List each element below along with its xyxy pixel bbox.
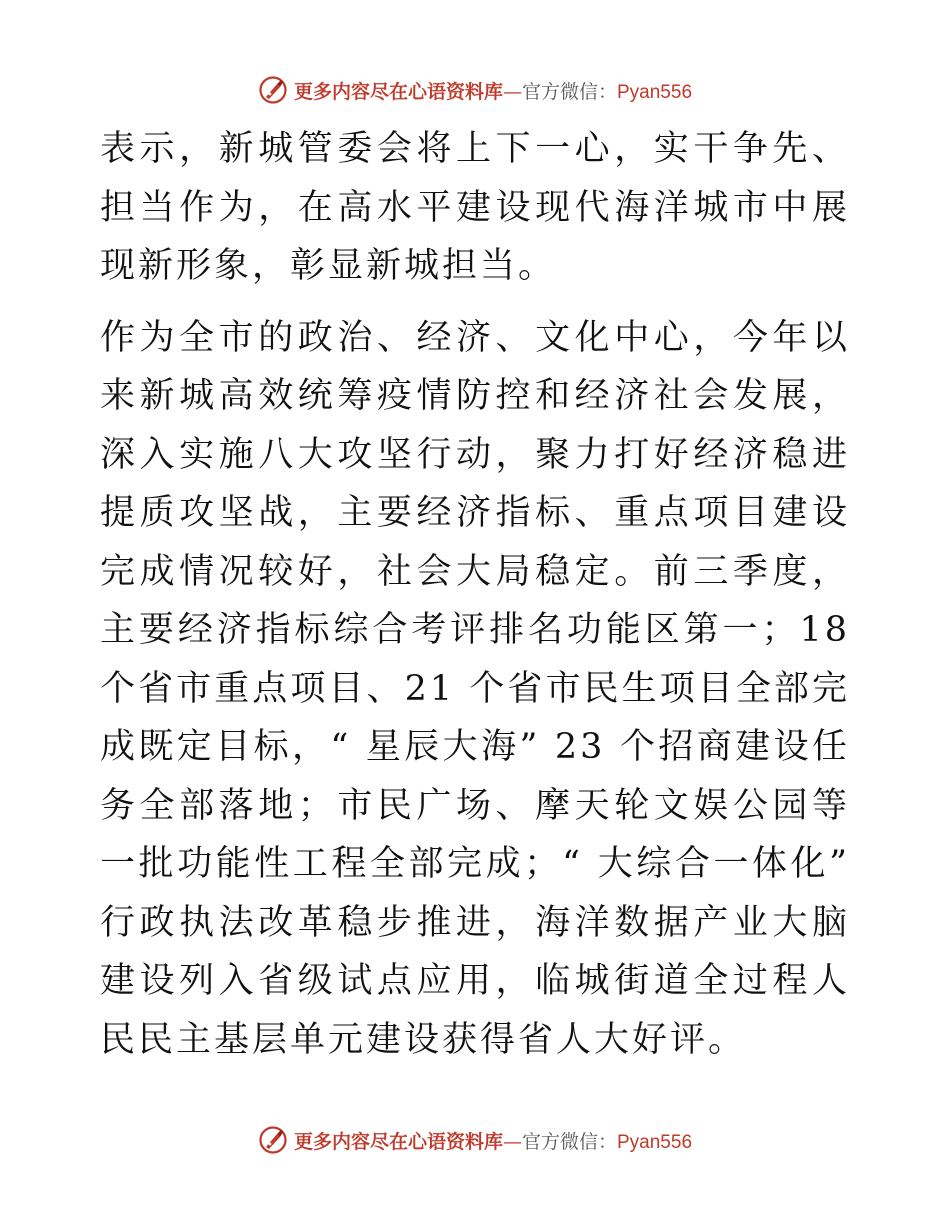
footer-banner (0, 1123, 950, 1157)
footer-banner-wechat-label: 官方微信： (521, 1130, 617, 1153)
footer-banner-content (258, 1125, 692, 1155)
footer-banner-text (294, 1127, 692, 1154)
pen-nib-logo-icon (258, 75, 288, 105)
pen-nib-logo-icon (258, 1125, 288, 1155)
header-banner-dash: — (502, 80, 522, 103)
header-banner-wechat-id: Pyan556 (617, 81, 693, 103)
paragraph-2: 作为全市的政治、经济、文化中心，今年以来新城高效统筹疫情防控和经济社会发展，深入实施八大攻坚行动，聚力打好经济稳进提质攻坚战，主要经济指标、重点项目建设完成情况较好，社会大局稳定。前三季度，主要经济指标综合考评排名功能区第一；18 个省市重点项目、21 个省市民生项目全部完成既定目标，“ 星辰大海” 23 个招商建设任务全部落地；市民广场、摩天轮文娱公园等一批功能性工程全部完成；“ 大综合一体化” 行政执法改革稳步推进，海洋数据产业大脑建设列入省级试点应用，临城街道全过程人民民主基层单元建设获得省人大好评。 (100, 317, 850, 1060)
footer-banner-dash: — (502, 1130, 522, 1153)
document-body (100, 120, 850, 1069)
header-banner-text (294, 77, 692, 104)
footer-banner-title: 更多内容尽在心语资料库 (293, 1130, 503, 1153)
header-banner-wechat-label: 官方微信： (521, 80, 617, 103)
footer-banner-wechat-id: Pyan556 (617, 1131, 693, 1153)
header-banner-title: 更多内容尽在心语资料库 (293, 80, 503, 103)
header-banner (0, 73, 950, 107)
paragraph-1: 表示，新城管委会将上下一心，实干争先、担当作为，在高水平建设现代海洋城市中展现新形象，彰显新城担当。 (100, 129, 850, 286)
header-banner-content (258, 75, 692, 105)
